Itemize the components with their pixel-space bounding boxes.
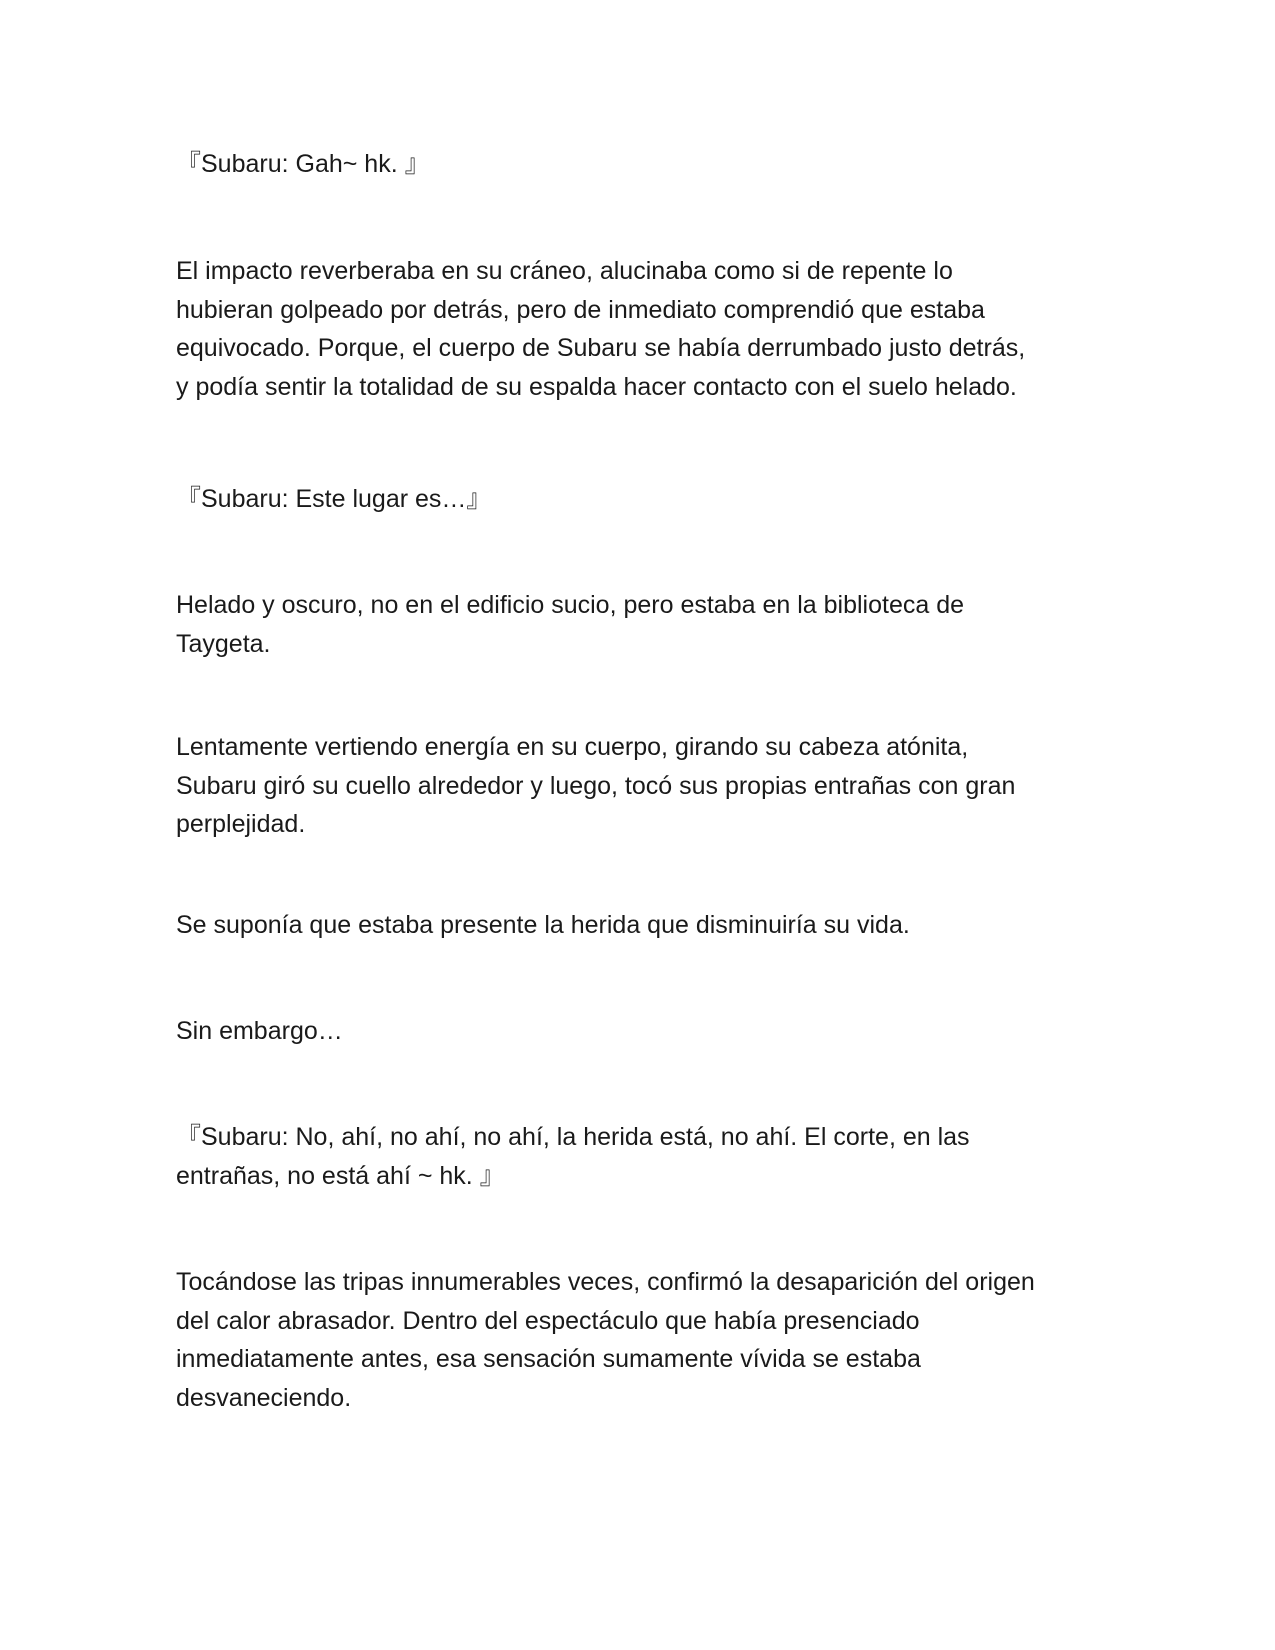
narrative-paragraph-3: Lentamente vertiendo energía en su cuerpo, girando su cabeza atónita, Subaru giró su cuello alrededor y luego, tocó sus propias entrañas con gran perplejidad. — [176, 733, 1016, 838]
narrative-paragraph-6: Tocándose las tripas innumerables veces, confirmó la desaparición del origen del calor abrasador. Dentro del espectáculo que había presenciado inmediatamente antes, esa sensación sumamente vívida se estaba desvaneciendo. — [176, 1268, 1035, 1412]
narrative-paragraph-4: Se suponía que estaba presente la herida que disminuiría su vida. — [176, 911, 910, 939]
dialogue-line-1: 『Subaru: Gah~ hk. 』 — [176, 150, 430, 178]
narrative-paragraph-1: El impacto reverberaba en su cráneo, alucinaba como si de repente lo hubieran golpeado por detrás, pero de inmediato comprendió que estaba equivocado. Porque, el cuerpo de Subaru se había derrumbado justo detrás, y podía sentir la totalidad de su espalda hacer contacto con el suelo helado. — [176, 257, 1026, 401]
dialogue-line-3: 『Subaru: No, ahí, no ahí, no ahí, la herida está, no ahí. El corte, en las entrañas, no está ahí ~ hk. 』 — [176, 1123, 970, 1190]
dialogue-line-2: 『Subaru: Este lugar es…』 — [176, 485, 492, 513]
narrative-paragraph-2: Helado y oscuro, no en el edificio sucio, pero estaba en la biblioteca de Taygeta. — [176, 591, 965, 658]
narrative-paragraph-5: Sin embargo… — [176, 1017, 343, 1045]
